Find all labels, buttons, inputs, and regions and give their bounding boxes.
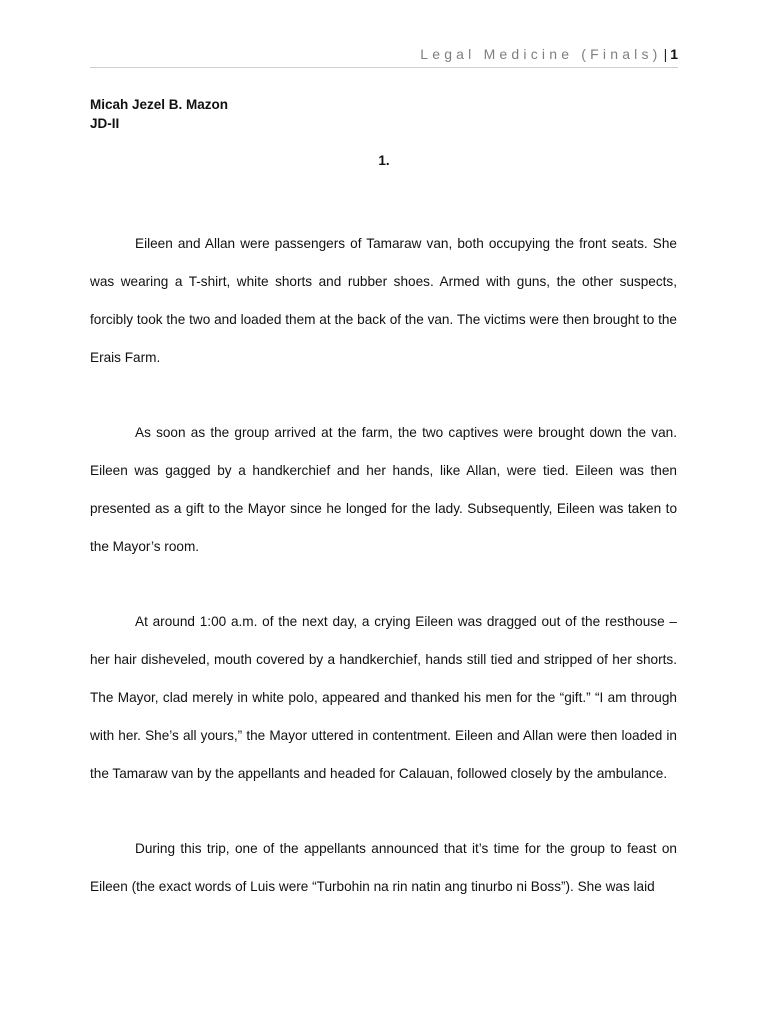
author-level: JD-II: [90, 116, 120, 131]
header-divider: [90, 67, 678, 68]
item-number: 1.: [378, 153, 390, 168]
page-header: [90, 46, 678, 66]
paragraph: At around 1:00 a.m. of the next day, a crying Eileen was dragged out of the resthouse – her hair disheveled, mouth covered by a handkerchief, hands still tied and stripped of her shorts. The Mayor, clad merely in white polo, appeared and thanked his men for the “gift.” “I am through with her. She’s all yours,” the Mayor uttered in contentment. Eileen and Allan were then loaded in the Tamaraw van by the appellants and headed for Calauan, followed closely by the ambulance.: [90, 614, 677, 781]
paragraph: Eileen and Allan were passengers of Tamaraw van, both occupying the front seats. She was wearing a T-shirt, white shorts and rubber shoes. Armed with guns, the other suspects, forcibly took the two and loaded them at the back of the van. The victims were then brought to the Erais Farm.: [90, 236, 677, 365]
author-name: Micah Jezel B. Mazon: [90, 97, 229, 112]
header-separator: |: [663, 46, 668, 62]
page-number: 1: [670, 46, 678, 62]
paragraph: During this trip, one of the appellants announced that it’s time for the group to feast on Eileen (the exact words of Luis were “Turbohin na rin natin ang tinurbo ni Boss”). She was laid: [90, 841, 677, 894]
author-block: [90, 95, 228, 133]
document-body: [90, 225, 677, 943]
paragraph: As soon as the group arrived at the farm, the two captives were brought down the van. Eileen was gagged by a handkerchief and her hands, like Allan, were tied. Eileen was then presented as a gift to the Mayor since he longed for the lady. Subsequently, Eileen was taken to the Mayor’s room.: [90, 425, 677, 554]
header-title: Legal Medicine (Finals): [420, 46, 662, 62]
